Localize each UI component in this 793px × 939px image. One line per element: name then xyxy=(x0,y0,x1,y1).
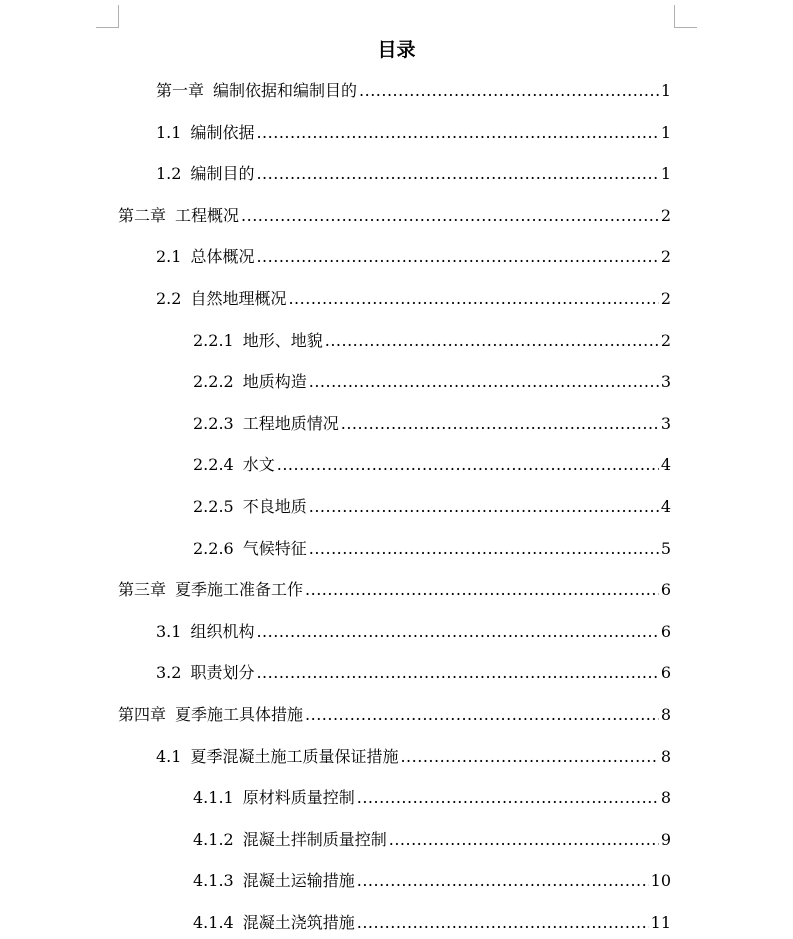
toc-page-number: 2 xyxy=(660,206,671,225)
toc-page-number: 5 xyxy=(660,539,671,558)
toc-entry[interactable] xyxy=(193,413,671,435)
toc-entry[interactable] xyxy=(118,205,671,227)
toc-dot-leader xyxy=(389,829,659,851)
toc-dot-leader xyxy=(325,330,659,352)
toc-entry-title: 混凝土拌制质量控制 xyxy=(242,830,387,849)
toc-dot-leader xyxy=(359,80,659,102)
toc-entry[interactable] xyxy=(193,371,671,393)
toc-entry-title: 编制依据 xyxy=(190,123,255,142)
toc-entry[interactable] xyxy=(156,746,671,768)
toc-entry-number: 2.2.5 xyxy=(193,497,234,516)
toc-entry-title: 组织机构 xyxy=(190,622,255,641)
toc-entry-title: 夏季施工准备工作 xyxy=(175,580,304,599)
toc-entry[interactable] xyxy=(193,496,671,518)
toc-entry-title: 水文 xyxy=(242,455,275,474)
toc-entry[interactable] xyxy=(118,579,671,601)
toc-entry-number: 4.1.3 xyxy=(193,871,234,890)
toc-dot-leader xyxy=(357,870,649,892)
toc-page-number: 11 xyxy=(650,913,671,932)
toc-entry-number: 第三章 xyxy=(118,580,167,599)
toc-dot-leader xyxy=(305,704,659,726)
toc-entry[interactable] xyxy=(156,246,671,268)
toc-entry-number: 2.1 xyxy=(156,247,182,266)
toc-entry-number: 2.2.4 xyxy=(193,455,234,474)
toc-entry[interactable] xyxy=(156,662,671,684)
toc-entry-number: 4.1.4 xyxy=(193,913,234,932)
toc-entry-number: 3.1 xyxy=(156,622,182,641)
toc-entry-title: 总体概况 xyxy=(190,247,255,266)
toc-entry-title: 工程概况 xyxy=(175,206,240,225)
toc-entry-title: 混凝土浇筑措施 xyxy=(242,913,355,932)
toc-entry-title: 自然地理概况 xyxy=(190,289,287,308)
page-corner-mark-top-left xyxy=(96,5,119,28)
toc-entry[interactable] xyxy=(156,621,671,643)
toc-entry-number: 第一章 xyxy=(156,81,205,100)
toc-entry-number: 4.1.2 xyxy=(193,830,234,849)
toc-entry[interactable] xyxy=(118,704,671,726)
toc-entry-number: 2.2.3 xyxy=(193,414,234,433)
toc-entry-title: 地质构造 xyxy=(242,372,307,391)
toc-entry-number: 1.2 xyxy=(156,164,182,183)
toc-entry[interactable] xyxy=(193,538,671,560)
toc-dot-leader xyxy=(309,496,659,518)
toc-entry-number: 2.2 xyxy=(156,289,182,308)
toc-entry-title: 不良地质 xyxy=(242,497,307,516)
toc-page-number: 4 xyxy=(660,455,671,474)
toc-entry-number: 2.2.6 xyxy=(193,539,234,558)
toc-page-number: 8 xyxy=(660,788,671,807)
toc-entry[interactable] xyxy=(193,454,671,476)
toc-entry-title: 气候特征 xyxy=(242,539,307,558)
toc-page-number: 9 xyxy=(660,830,671,849)
toc-dot-leader xyxy=(357,912,649,934)
toc-page-number: 3 xyxy=(660,372,671,391)
toc-dot-leader xyxy=(241,205,659,227)
toc-dot-leader xyxy=(309,538,659,560)
toc-entry[interactable] xyxy=(156,80,671,102)
toc-entry[interactable] xyxy=(156,163,671,185)
toc-page-number: 3 xyxy=(660,414,671,433)
toc-page-number: 10 xyxy=(650,871,671,890)
toc-page-number: 8 xyxy=(660,705,671,724)
toc-dot-leader xyxy=(400,746,658,768)
toc-entry-number: 2.2.2 xyxy=(193,372,234,391)
toc-page-number: 4 xyxy=(660,497,671,516)
toc-dot-leader xyxy=(357,787,659,809)
toc-entry[interactable] xyxy=(193,787,671,809)
toc-entry-title: 地形、地貌 xyxy=(242,331,323,350)
toc-entry-number: 1.1 xyxy=(156,123,182,142)
toc-dot-leader xyxy=(288,288,658,310)
toc-entry-title: 夏季施工具体措施 xyxy=(175,705,304,724)
toc-dot-leader xyxy=(256,246,658,268)
toc-entry[interactable] xyxy=(193,870,671,892)
toc-entry-title: 职责划分 xyxy=(190,663,255,682)
toc-entry-title: 编制依据和编制目的 xyxy=(213,81,358,100)
toc-page-number: 6 xyxy=(660,580,671,599)
toc-page-number: 1 xyxy=(660,164,671,183)
toc-dot-leader xyxy=(256,662,658,684)
toc-title: 目录 xyxy=(377,39,416,61)
toc-dot-leader xyxy=(256,122,658,144)
toc-dot-leader xyxy=(256,621,658,643)
toc-dot-leader xyxy=(277,454,659,476)
toc-page-number: 6 xyxy=(660,622,671,641)
toc-entry-number: 3.2 xyxy=(156,663,182,682)
toc-entry[interactable] xyxy=(156,288,671,310)
toc-entry-title: 混凝土运输措施 xyxy=(242,871,355,890)
toc-dot-leader xyxy=(305,579,659,601)
toc-entry-number: 第二章 xyxy=(118,206,167,225)
toc-entry-title: 夏季混凝土施工质量保证措施 xyxy=(190,747,399,766)
toc-entry[interactable] xyxy=(156,122,671,144)
toc-entry-title: 编制目的 xyxy=(190,164,255,183)
toc-page-number: 1 xyxy=(660,123,671,142)
toc-entry-number: 4.1.1 xyxy=(193,788,234,807)
toc-entry-number: 2.2.1 xyxy=(193,331,234,350)
toc-dot-leader xyxy=(341,413,659,435)
toc-dot-leader xyxy=(256,163,658,185)
toc-page-number: 8 xyxy=(660,747,671,766)
toc-page-number: 1 xyxy=(660,81,671,100)
toc-dot-leader xyxy=(309,371,659,393)
toc-entry-title: 工程地质情况 xyxy=(242,414,339,433)
page-corner-mark-top-right xyxy=(674,5,697,28)
toc-page-number: 2 xyxy=(660,331,671,350)
toc-page-number: 6 xyxy=(660,663,671,682)
toc-page-number: 2 xyxy=(660,247,671,266)
toc-page-number: 2 xyxy=(660,289,671,308)
toc-entry-title: 原材料质量控制 xyxy=(242,788,355,807)
toc-entry[interactable] xyxy=(193,829,671,851)
toc-entry[interactable] xyxy=(193,330,671,352)
toc-entry-number: 4.1 xyxy=(156,747,182,766)
toc-entry[interactable] xyxy=(193,912,671,934)
toc-entry-number: 第四章 xyxy=(118,705,167,724)
